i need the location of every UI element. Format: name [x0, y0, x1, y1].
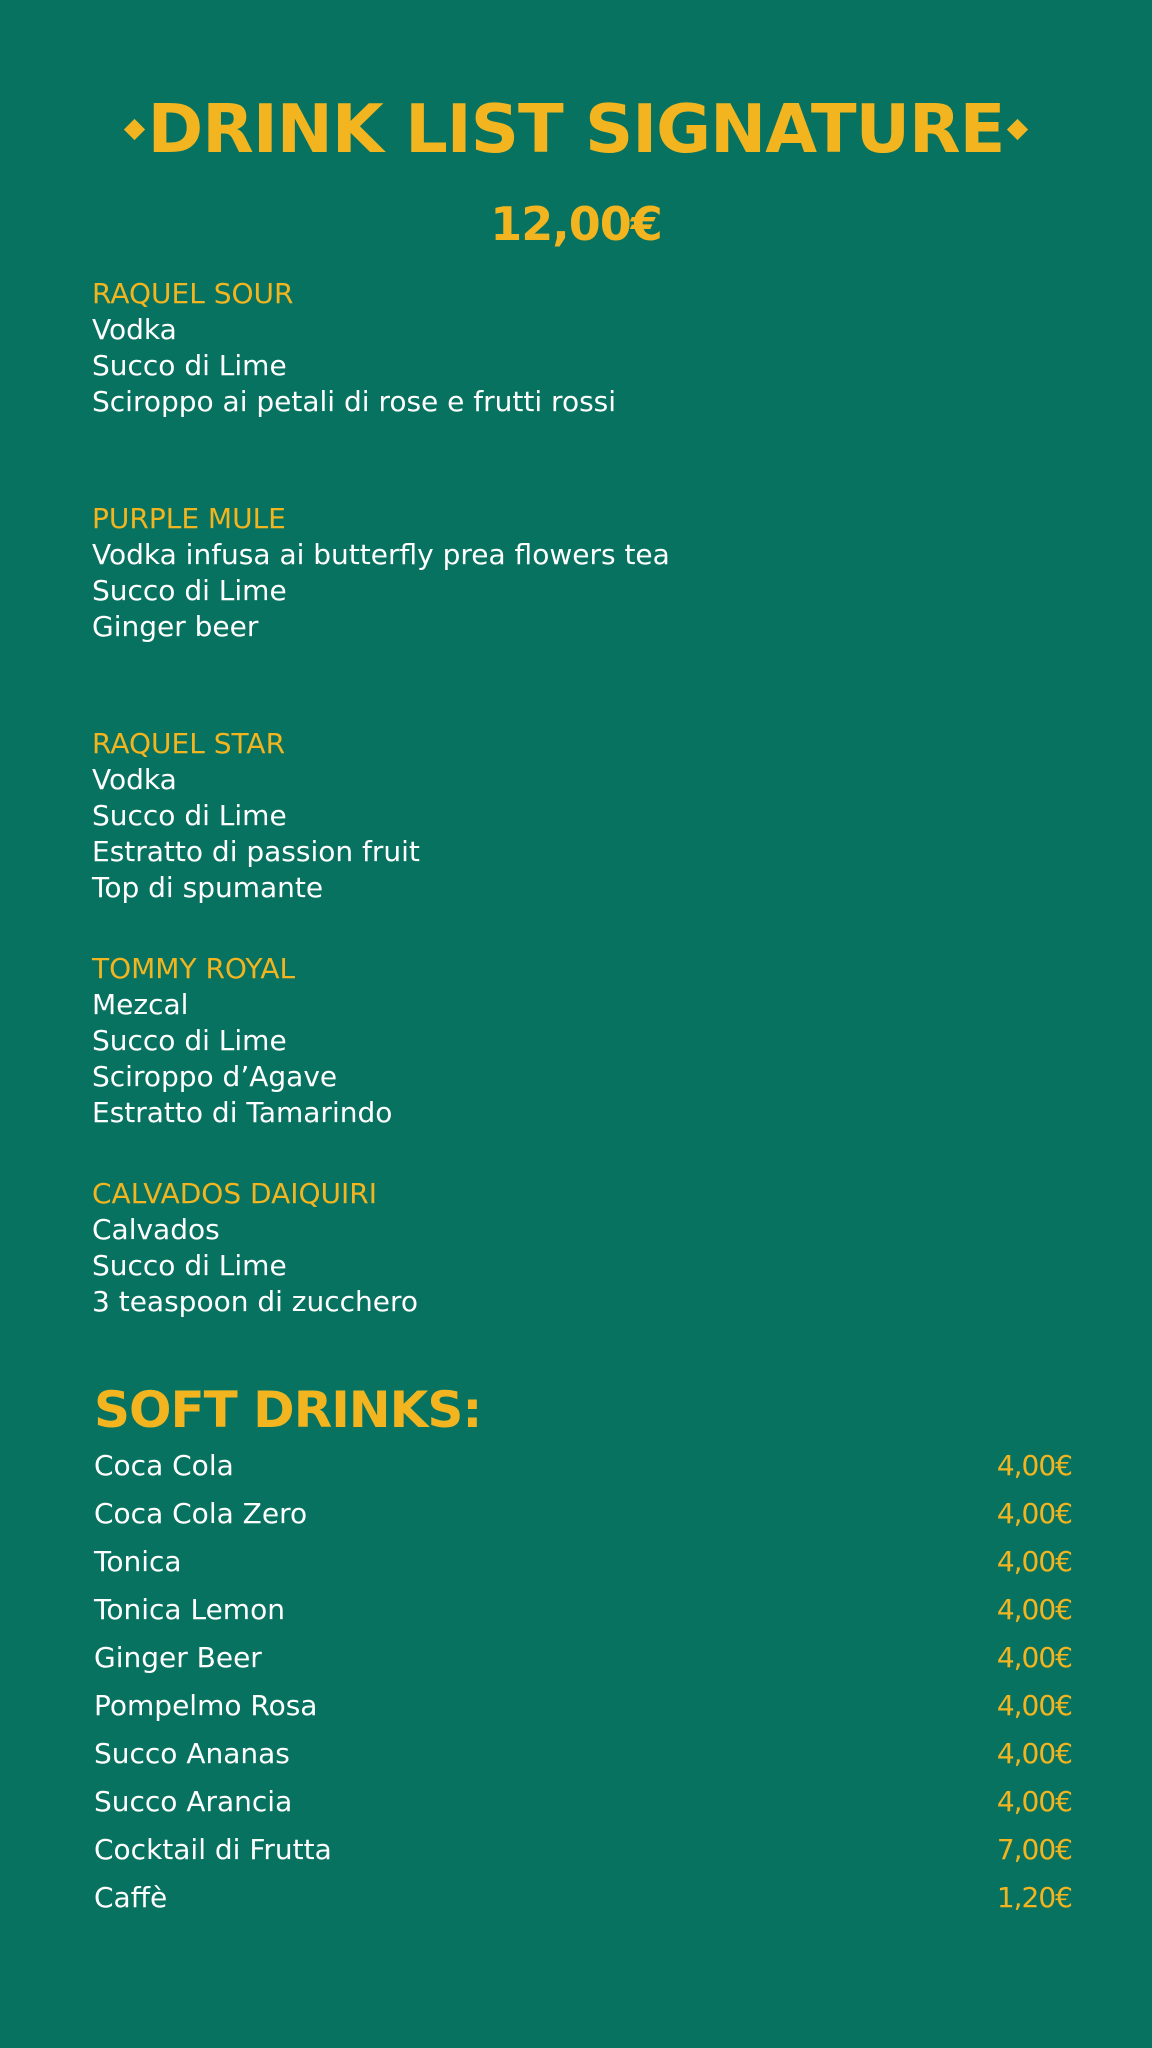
- soft-drink-price: 4,00€: [996, 1689, 1072, 1722]
- ingredient: Sciroppo d’Agave: [92, 1060, 338, 1093]
- soft-drink-row: [94, 1634, 1072, 1682]
- soft-drink-price: 4,00€: [996, 1785, 1072, 1818]
- cocktail-item: [92, 726, 792, 906]
- ingredient: Succo di Lime: [92, 574, 287, 607]
- diamond-left-icon: [124, 118, 145, 139]
- soft-drink-name: Coca Cola: [94, 1449, 234, 1482]
- cocktail-item: [92, 501, 792, 645]
- signature-price: 12,00€: [490, 197, 662, 251]
- soft-drinks-list: [94, 1442, 1072, 1922]
- soft-drink-price: 4,00€: [996, 1497, 1072, 1530]
- ingredient: Estratto di Tamarindo: [92, 1096, 393, 1129]
- soft-drink-price: 4,00€: [996, 1737, 1072, 1770]
- ingredient: Sciroppo ai petali di rose e frutti rossi: [92, 385, 617, 418]
- ingredient: Vodka: [92, 763, 177, 796]
- ingredient-list: [92, 1212, 792, 1320]
- ingredient: Ginger beer: [92, 610, 259, 643]
- ingredient: Succo di Lime: [92, 799, 287, 832]
- ingredient: Top di spumante: [92, 871, 324, 904]
- cocktail-item: [92, 276, 792, 420]
- soft-drink-price: 4,00€: [996, 1545, 1072, 1578]
- soft-drink-name: Tonica: [94, 1545, 182, 1578]
- soft-drink-row: [94, 1586, 1072, 1634]
- soft-drink-price: 4,00€: [996, 1641, 1072, 1674]
- cocktail-name: RAQUEL SOUR: [92, 277, 294, 310]
- soft-drink-price: 4,00€: [996, 1449, 1072, 1482]
- cocktail-name: CALVADOS DAIQUIRI: [92, 1177, 378, 1210]
- ingredient-list: [92, 312, 792, 420]
- soft-drink-price: 7,00€: [996, 1833, 1072, 1866]
- menu-title-text: DRINK LIST SIGNATURE: [147, 89, 1005, 168]
- soft-drink-row: [94, 1490, 1072, 1538]
- menu-title: [92, 89, 1060, 169]
- cocktail-name: PURPLE MULE: [92, 502, 286, 535]
- cocktail-name: TOMMY ROYAL: [92, 952, 296, 985]
- soft-drink-row: [94, 1682, 1072, 1730]
- soft-drink-name: Coca Cola Zero: [94, 1497, 308, 1530]
- soft-drink-name: Tonica Lemon: [94, 1593, 285, 1626]
- ingredient: Vodka: [92, 313, 177, 346]
- ingredient: Succo di Lime: [92, 1249, 287, 1282]
- ingredient: Vodka infusa ai butterfly prea flowers tea: [92, 538, 670, 571]
- soft-drinks-heading: SOFT DRINKS:: [94, 1381, 482, 1439]
- soft-drink-price: 4,00€: [996, 1593, 1072, 1626]
- cocktail-item: [92, 1176, 792, 1320]
- ingredient: Estratto di passion fruit: [92, 835, 420, 868]
- ingredient: Succo di Lime: [92, 349, 287, 382]
- soft-drink-name: Ginger Beer: [94, 1641, 262, 1674]
- diamond-right-icon: [1007, 118, 1028, 139]
- cocktail-name: RAQUEL STAR: [92, 727, 286, 760]
- ingredient-list: [92, 537, 792, 645]
- ingredient: Succo di Lime: [92, 1024, 287, 1057]
- soft-drink-row: [94, 1442, 1072, 1490]
- soft-drink-name: Succo Arancia: [94, 1785, 293, 1818]
- soft-drink-name: Pompelmo Rosa: [94, 1689, 318, 1722]
- ingredient: Calvados: [92, 1213, 220, 1246]
- ingredient-list: [92, 762, 792, 906]
- soft-drink-row: [94, 1730, 1072, 1778]
- soft-drink-row: [94, 1874, 1072, 1922]
- cocktail-item: [92, 951, 792, 1131]
- soft-drink-name: Caffè: [94, 1881, 168, 1914]
- ingredient: 3 teaspoon di zucchero: [92, 1285, 419, 1318]
- soft-drink-price: 1,20€: [996, 1881, 1072, 1914]
- soft-drink-row: [94, 1538, 1072, 1586]
- soft-drink-row: [94, 1826, 1072, 1874]
- soft-drink-name: Cocktail di Frutta: [94, 1833, 332, 1866]
- ingredient-list: [92, 987, 792, 1131]
- soft-drink-name: Succo Ananas: [94, 1737, 290, 1770]
- ingredient: Mezcal: [92, 988, 189, 1021]
- soft-drink-row: [94, 1778, 1072, 1826]
